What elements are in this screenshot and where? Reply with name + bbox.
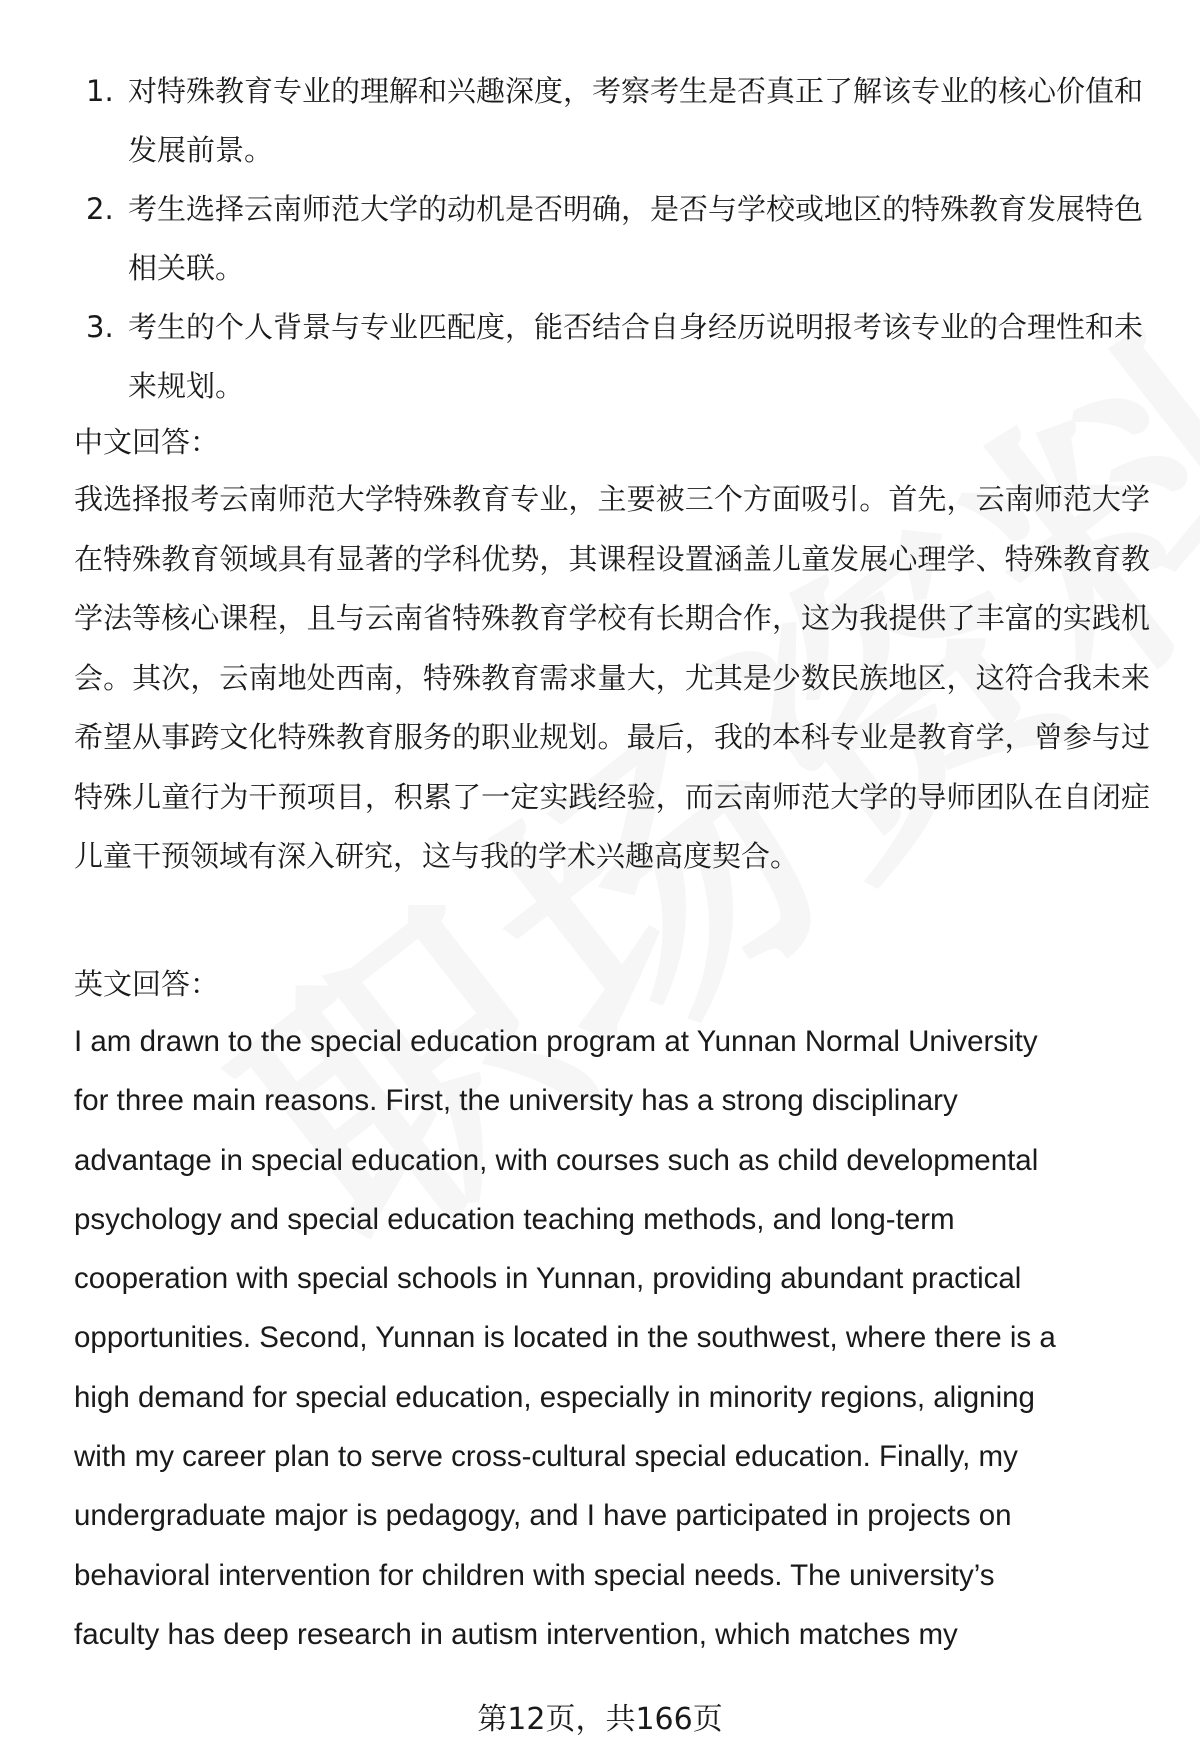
list-item — [86, 180, 1146, 298]
english-answer-line: faculty has deep research in autism intervention, which matches my — [74, 1617, 958, 1651]
english-answer-body — [74, 1012, 1150, 1664]
english-answer-line: high demand for special education, especially in minority regions, aligning — [74, 1380, 1035, 1414]
list-item-text: 对特殊教育专业的理解和兴趣深度，考察考生是否真正了解该专业的核心价值和发展前景。 — [128, 74, 1144, 167]
english-answer-line: advantage in special education, with courses such as child developmental — [74, 1143, 1039, 1177]
list-item-text: 考生选择云南师范大学的动机是否明确，是否与学校或地区的特殊教育发展特色相关联。 — [128, 192, 1144, 285]
list-item-number: 1. — [86, 74, 114, 108]
english-answer-line: psychology and special education teaching methods, and long-term — [74, 1202, 955, 1236]
english-answer-line: for three main reasons. First, the university has a strong disciplinary — [74, 1084, 958, 1118]
english-answer-line: cooperation with special schools in Yunnan, providing abundant practical — [74, 1262, 1022, 1296]
numbered-list — [86, 62, 1146, 416]
chinese-answer-body: 我选择报考云南师范大学特殊教育专业，主要被三个方面吸引。首先，云南师范大学在特殊教育领域具有显著的学科优势，其课程设置涵盖儿童发展心理学、特殊教育教学法等核心课程，且与云南省特殊教育学校有长期合作，这为我提供了丰富的实践机会。其次，云南地处西南，特殊教育需求量大，尤其是少数民族地区，这符合我未来希望从事跨文化特殊教育服务的职业规划。最后，我的本科专业是教育学，曾参与过特殊儿童行为干预项目，积累了一定实践经验，而云南师范大学的导师团队在自闭症儿童干预领域有深入研究，这与我的学术兴趣高度契合。 — [74, 482, 1150, 873]
english-answer-line: with my career plan to serve cross-cultural special education. Finally, my — [74, 1440, 1018, 1474]
list-item — [86, 298, 1146, 416]
english-answer-line: opportunities. Second, Yunnan is located in the southwest, where there is a — [74, 1321, 1056, 1355]
chinese-answer-heading: 中文回答： — [74, 425, 220, 459]
english-answer-heading: 英文回答： — [74, 967, 220, 1001]
list-item — [86, 62, 1146, 180]
english-answer-line: behavioral intervention for children with special needs. The university’s — [74, 1558, 995, 1592]
page-number-footer: 第12页，共166页 — [477, 1702, 723, 1737]
list-item-number: 2. — [86, 192, 114, 226]
list-item-number: 3. — [86, 310, 114, 344]
english-answer-line: undergraduate major is pedagogy, and I have participated in projects on — [74, 1499, 1012, 1533]
english-answer-line: I am drawn to the special education program at Yunnan Normal University — [74, 1025, 1038, 1058]
list-item-text: 考生的个人背景与专业匹配度，能否结合自身经历说明报考该专业的合理性和未来规划。 — [128, 310, 1144, 403]
